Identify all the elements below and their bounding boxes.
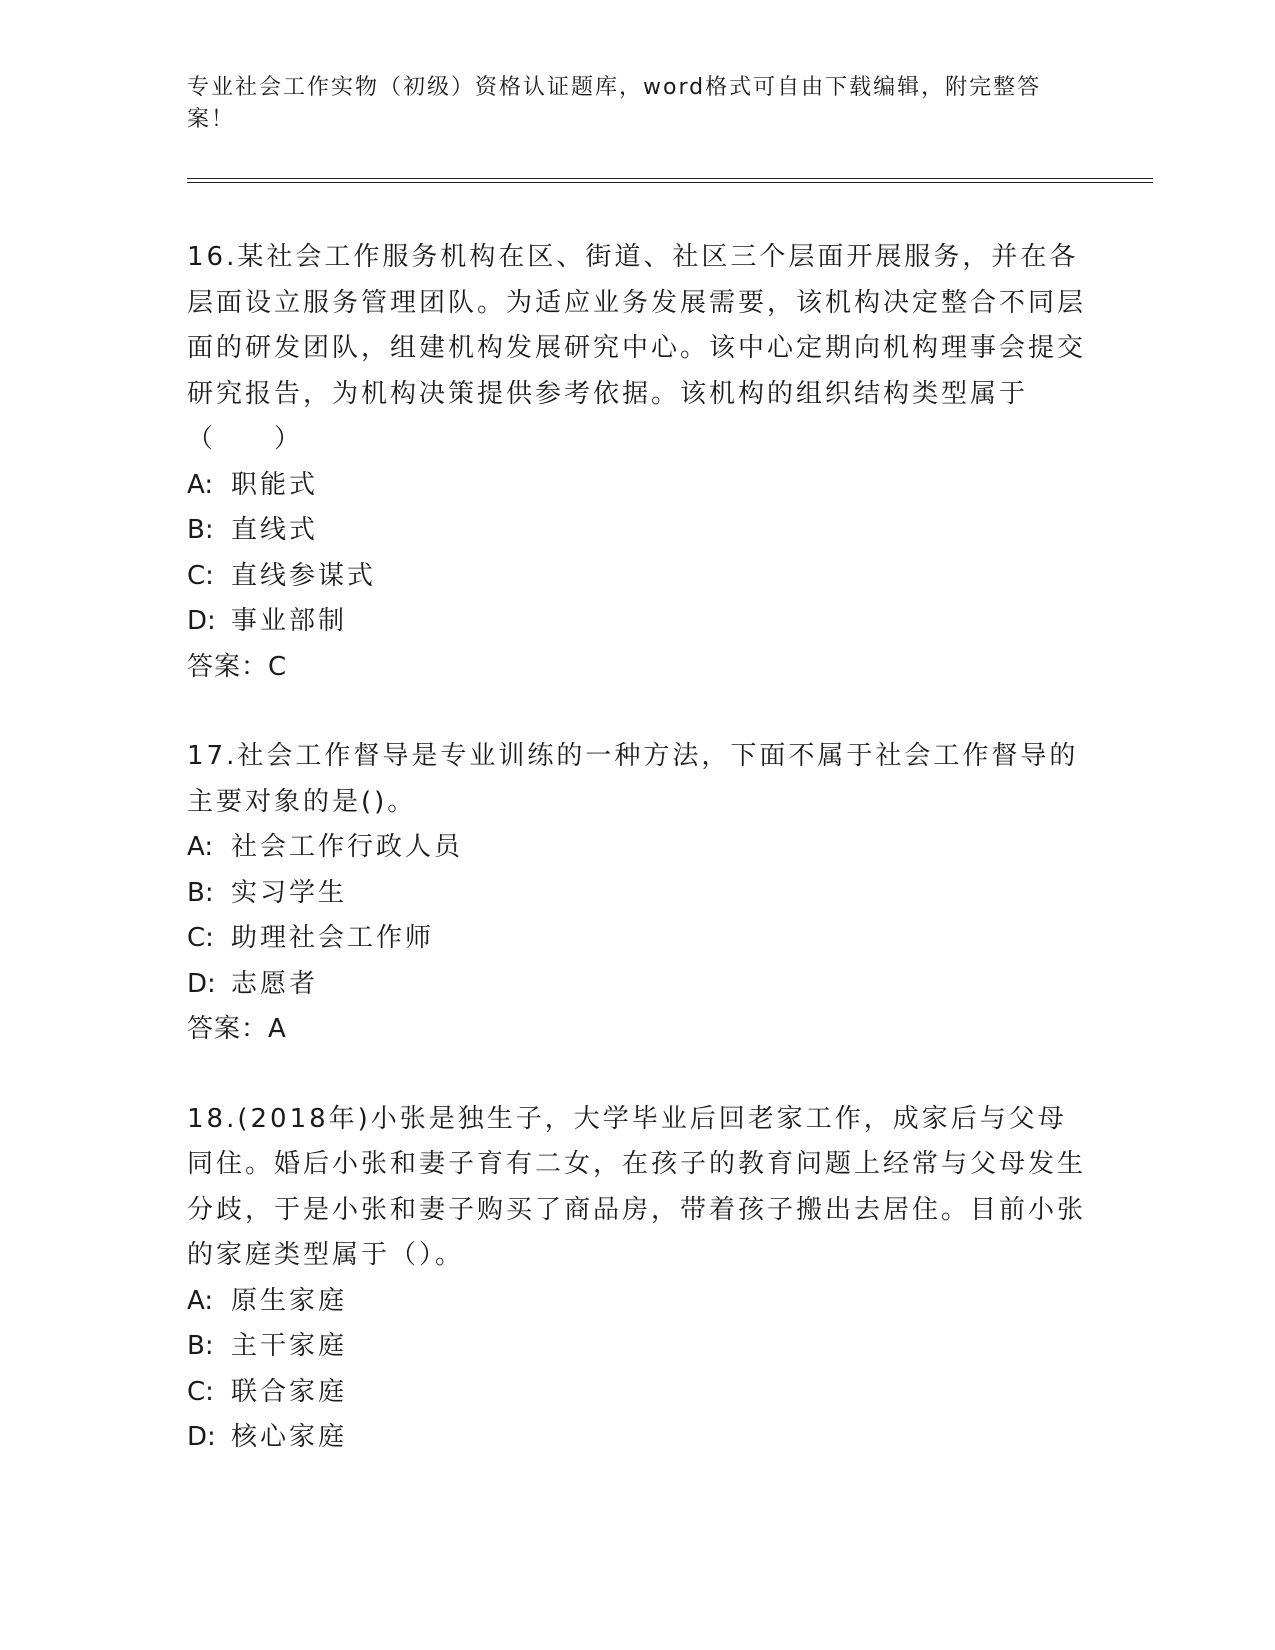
option-c (187, 1370, 1087, 1416)
option-letter: B: (187, 877, 214, 908)
option-text: 助理社会工作师 (231, 923, 435, 953)
option-d (187, 962, 1087, 1008)
answer-line: 答案：A (187, 1014, 287, 1044)
question-list (187, 235, 1087, 1505)
option-letter: D: (187, 968, 216, 999)
option-text: 核心家庭 (231, 1422, 348, 1452)
option-text: 社会工作行政人员 (231, 832, 464, 862)
option-c (187, 916, 1087, 962)
option-letter: B: (187, 515, 214, 545)
option-text: 志愿者 (231, 968, 319, 999)
option-letter: D: (187, 1422, 216, 1452)
question-17 (187, 734, 1087, 1053)
question-stem: 18.(2018年)小张是独生子，大学毕业后回老家工作，成家后与父母同住。婚后小张和妻子育有二女，在孩子的教育问题上经常与父母发生分歧，于是小张和妻子购买了商品房，带着孩子搬出去居住。目前小张的家庭类型属于（）。 (187, 1103, 1087, 1270)
header-divider (187, 178, 1153, 183)
question-18 (187, 1097, 1087, 1461)
option-a (187, 825, 1087, 871)
option-text: 实习学生 (231, 877, 348, 908)
option-text: 联合家庭 (231, 1376, 348, 1407)
option-c (187, 554, 1087, 600)
option-letter: C: (187, 1376, 214, 1407)
option-b (187, 871, 1087, 917)
option-text: 直线参谋式 (231, 560, 377, 591)
option-text: 直线式 (231, 515, 319, 545)
question-stem: 17.社会工作督导是专业训练的一种方法，下面不属于社会工作督导的主要对象的是()。 (187, 741, 1079, 817)
page-header: 专业社会工作实物（初级）资格认证题库，word格式可自由下载编辑，附完整答案！ (187, 75, 1042, 132)
option-d (187, 1415, 1087, 1461)
option-text: 事业部制 (231, 606, 348, 636)
question-16 (187, 235, 1087, 690)
option-b (187, 1324, 1087, 1370)
option-letter: D: (187, 606, 216, 636)
option-letter: B: (187, 1331, 214, 1361)
option-d (187, 599, 1087, 645)
option-letter: C: (187, 560, 214, 591)
option-text: 职能式 (231, 469, 319, 500)
option-a (187, 463, 1087, 509)
option-text: 原生家庭 (231, 1285, 348, 1316)
option-letter: A: (187, 469, 214, 500)
option-b (187, 508, 1087, 554)
option-letter: A: (187, 1285, 214, 1316)
option-letter: C: (187, 923, 214, 953)
option-text: 主干家庭 (231, 1331, 348, 1361)
option-a (187, 1279, 1087, 1325)
option-letter: A: (187, 832, 214, 862)
question-stem: 16.某社会工作服务机构在区、街道、社区三个层面开展服务，并在各层面设立服务管理团队。为适应业务发展需要，该机构决定整合不同层面的研发团队，组建机构发展研究中心。该中心定期向机构理事会提交研究报告，为机构决策提供参考依据。该机构的组织结构类型属于（ ） (187, 242, 1087, 454)
answer-line: 答案：C (187, 651, 288, 682)
